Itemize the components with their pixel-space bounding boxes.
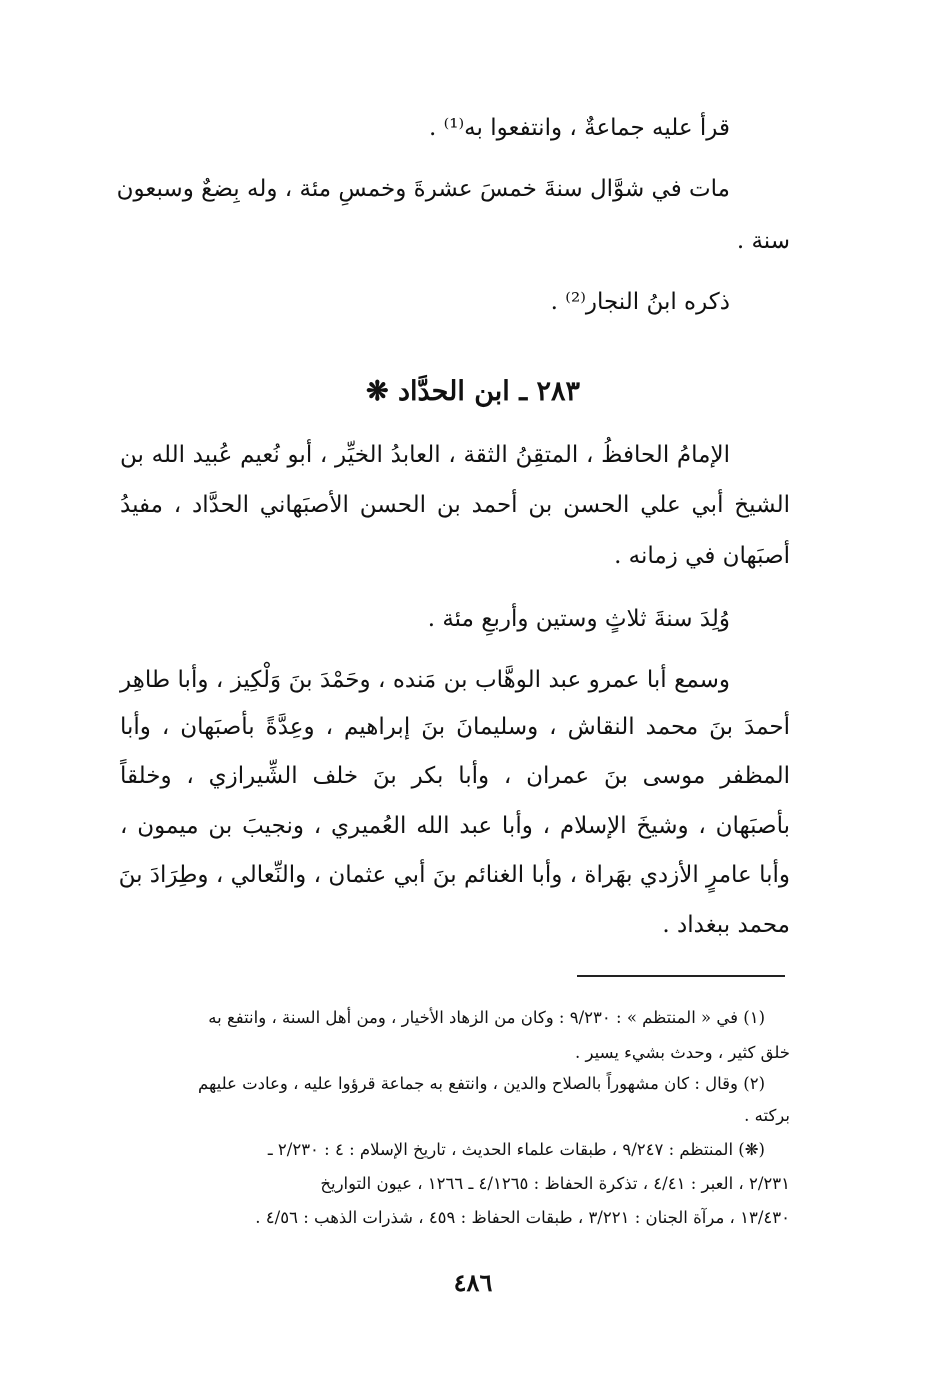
text-line: وُلِدَ سنةَ ثلاثٍ وستين وأربعِ مئة . <box>427 606 730 632</box>
footnote-line: ٢/٢٣١ ، العبر : ٤/٤١ ، تذكرة الحفاظ : ٤/١٢٦٥ ـ ١٢٦٦ ، عيون التواريخ <box>320 1174 790 1193</box>
page-number: ٤٨٦ <box>453 1268 493 1297</box>
text-line: سنة . <box>736 228 790 254</box>
entry-heading: ٢٨٣ ـ ابن الحدَّاد ❋ <box>365 376 581 407</box>
text-line: بأصبَهان ، وشيخَ الإسلام ، وأبا عبد الله العُميري ، ونجيبَ بن ميمون ، <box>120 813 790 839</box>
text-line: وأبا عامرٍ الأزدي بهَراة ، وأبا الغنائم بنَ أبي عثمان ، والنِّعالي ، وطِرَادَ بنَ <box>118 862 790 888</box>
footnote-line: خلق كثير ، وحدث بشيء يسير . <box>575 1043 790 1062</box>
text-line: محمد ببغداد . <box>662 912 790 938</box>
text-line: أحمدَ بنَ محمد النقاش ، وسليمانَ بنَ إبراهيم ، وعِدَّةً بأصبَهان ، وأبا <box>120 714 790 740</box>
footnote-line: (٢) وقال : كان مشهوراً بالصلاح والدين ، وانتفع به جماعة قرؤوا عليه ، وعادت عليهم <box>198 1074 765 1093</box>
footnote-line: بركته . <box>744 1106 790 1125</box>
text-line: المظفر موسى بنَ عمران ، وأبا بكر بنَ خلف الشِّيرازي ، وخلقاً <box>120 763 790 789</box>
text-line: الشيخ أبي علي الحسن بن أحمد بن الحسن الأصبَهاني الحدَّاد ، مفيدُ <box>120 492 790 518</box>
footnote-divider <box>577 975 785 977</box>
footnote-line: ١٣/٤٣٠ ، مرآة الجنان : ٣/٢٢١ ، طبقات الحفاظ : ٤٥٩ ، شذرات الذهب : ٤/٥٦ . <box>255 1208 790 1227</box>
footnote-line: (١) في « المنتظم » : ٩/٢٣٠ : وكان من الزهاد الأخيار ، ومن أهل السنة ، وانتفع به <box>208 1008 765 1027</box>
text-line: قرأ عليه جماعةٌ ، وانتفعوا به⁽¹⁾ . <box>429 115 730 141</box>
text-line: ذكره ابنُ النجار⁽²⁾ . <box>550 289 730 315</box>
text-line: الإمامُ الحافظُ ، المتقِنُ الثقة ، العابدُ الخيِّر ، أبو نُعيم عُبيد الله بن <box>120 442 730 468</box>
text-line: مات في شوَّال سنةَ خمسَ عشرةَ وخمسِ مئة ، وله بِضعٌ وسبعون <box>116 176 730 202</box>
text-line: وسمع أبا عمرو عبد الوهَّاب بن مَنده ، وحَمْدَ بنَ وَلْكِيز ، وأبا طاهِر <box>120 667 730 693</box>
footnote-line: (❋) المنتظم : ٩/٢٤٧ ، طبقات علماء الحديث ، تاريخ الإسلام : ٤ : ٢/٢٣٠ ـ <box>267 1140 765 1159</box>
main-text <box>116 0 790 940</box>
text-line: أصبَهان في زمانه . <box>614 543 790 569</box>
